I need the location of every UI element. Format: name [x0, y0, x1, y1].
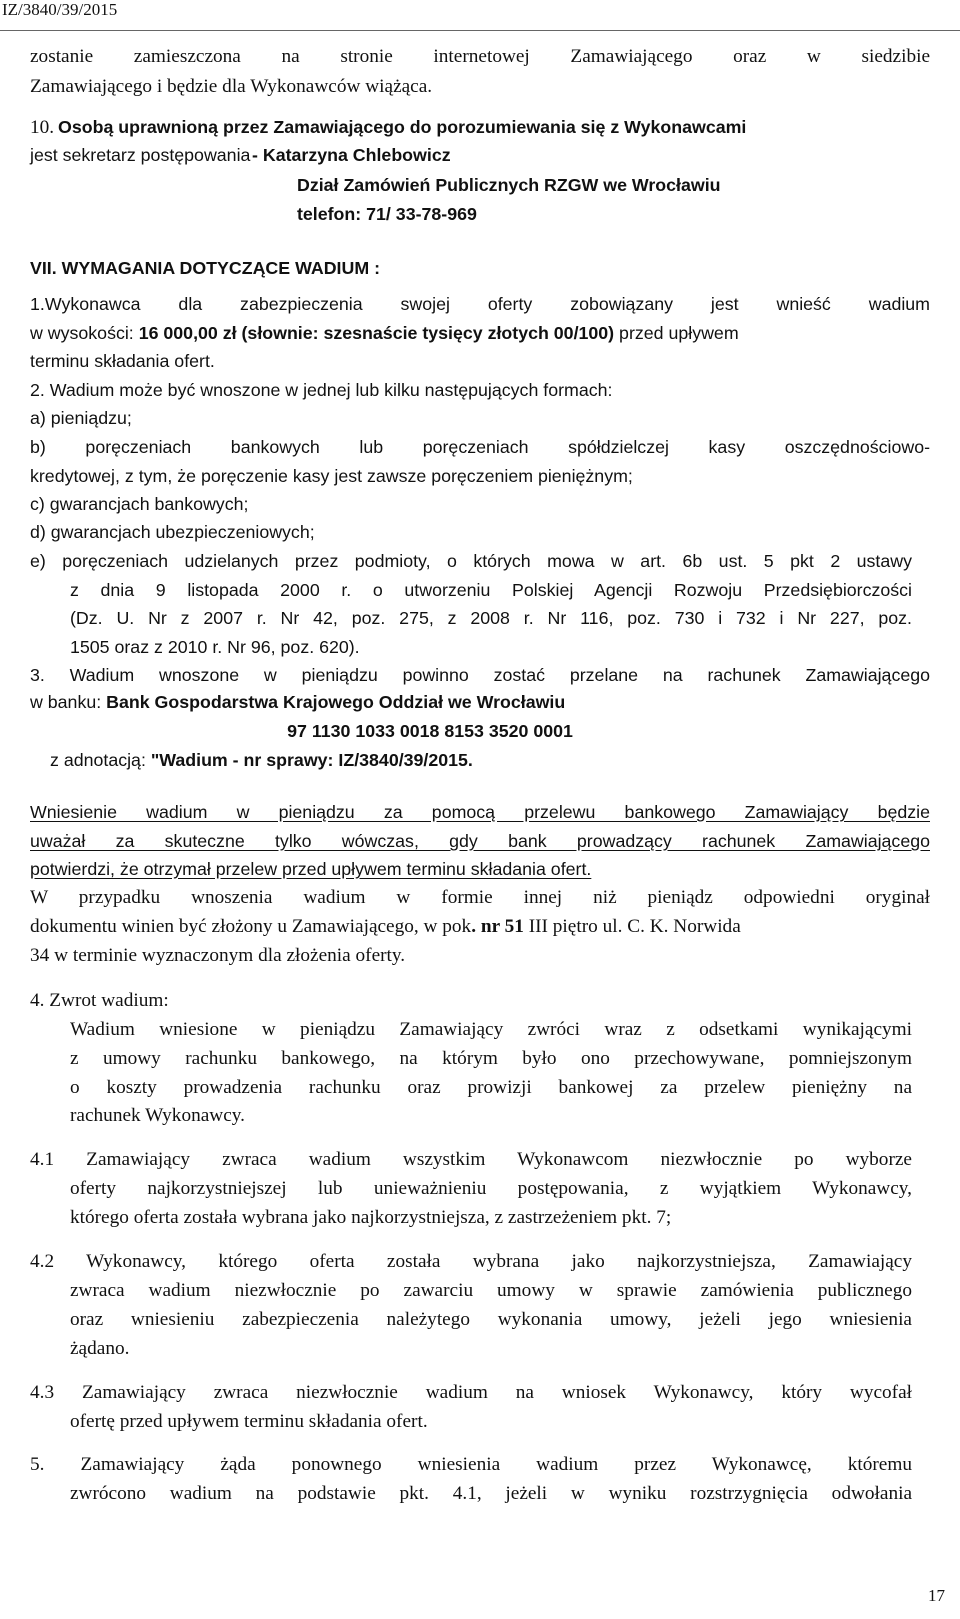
section-10-number: 10.	[30, 117, 55, 138]
text-line: zostanie zamieszczona na stronie internetowej Zamawiającego oraz w siedzibie	[30, 46, 930, 67]
list-item-cont: kredytowej, z tym, że poręczenie kasy jest zawsze poręczeniem pieniężnym;	[30, 466, 633, 486]
list-item: a) pieniądzu;	[30, 408, 132, 428]
text-line: Wniesienie wadium w pieniądzu za pomocą przelewu bankowego Zamawiający będzie	[30, 802, 930, 822]
text-line: terminu składania ofert.	[30, 351, 215, 371]
text-line: z adnotacją: "Wadium - nr sprawy: IZ/3840/39/2015.	[50, 750, 473, 770]
list-item: d) gwarancjach ubezpieczeniowych;	[30, 522, 315, 542]
section-heading: VII. WYMAGANIA DOTYCZĄCE WADIUM :	[30, 258, 381, 278]
list-item-cont: (Dz. U. Nr z 2007 r. Nr 42, poz. 275, z 2008 r. Nr 116, poz. 730 i 732 i Nr 227, poz.	[70, 608, 912, 628]
section-heading: 4. Zwrot wadium:	[30, 990, 169, 1011]
text-line: 2. Wadium może być wnoszone w jednej lub kilku następujących formach:	[30, 380, 613, 400]
list-item: e) poręczeniach udzielanych przez podmioty, o których mowa w art. 6b ust. 5 pkt 2 ustawy	[30, 551, 912, 571]
text-line: uważał za skuteczne tylko wówczas, gdy bank prowadzący rachunek Zamawiającego	[30, 831, 930, 851]
text-line: żądano.	[70, 1338, 130, 1359]
document-reference: IZ/3840/39/2015	[2, 0, 118, 19]
text-line: potwierdzi, że otrzymał przelew przed upływem terminu składania ofert.	[30, 859, 592, 879]
contact-phone: telefon: 71/ 33-78-969	[297, 204, 477, 224]
text-line: rachunek Wykonawcy.	[70, 1105, 245, 1126]
text-line: w banku: Bank Gospodarstwa Krajowego Oddział we Wrocławiu	[30, 692, 566, 712]
text-line: z umowy rachunku bankowego, na którym było ono przechowywane, pomniejszonym	[70, 1048, 912, 1069]
text-line: oferty najkorzystniejszej lub unieważnieniu postępowania, z wyjątkiem Wykonawcy,	[70, 1178, 912, 1199]
text-line: 34 w terminie wyznaczonym dla złożenia oferty.	[30, 945, 406, 966]
bank-account-number: 97 1130 1033 0018 8153 3520 0001	[287, 721, 573, 741]
list-item: c) gwarancjach bankowych;	[30, 494, 249, 514]
list-item-cont: z dnia 9 listopada 2000 r. o utworzeniu Polskiej Agencji Rozwoju Przedsiębiorczości	[70, 580, 912, 600]
wadium-amount: 16 000,00 zł (słownie: szesnaście tysięcy złotych 00/100)	[138, 323, 615, 343]
text-line: 3. Wadium wnoszone w pieniądzu powinno zostać przelane na rachunek Zamawiającego	[30, 665, 930, 685]
text-line: dokumentu winien być złożony u Zamawiającego, w pok. nr 51 III piętro ul. C. K. Norwida	[30, 916, 741, 937]
text-line: jest sekretarz postępowania	[30, 145, 251, 165]
text-line: ofertę przed upływem terminu składania ofert.	[70, 1411, 428, 1432]
text-line: zwraca wadium niezwłocznie po zawarciu umowy w sprawie zamówienia publicznego	[70, 1280, 912, 1301]
text-line: zwrócono wadium na podstawie pkt. 4.1, jeżeli w wyniku rozstrzygnięcia odwołania	[70, 1483, 912, 1504]
contact-department: Dział Zamówień Publicznych RZGW we Wrocławiu	[297, 175, 721, 195]
text-line: 4.2 Wykonawcy, którego oferta została wybrana jako najkorzystniejsza, Zamawiający	[30, 1251, 912, 1272]
contact-name: - Katarzyna Chlebowicz	[252, 145, 451, 165]
header-divider	[0, 30, 960, 31]
text-line: 1.Wykonawca dla zabezpieczenia swojej oferty zobowiązany jest wnieść wadium	[30, 294, 930, 314]
list-item-cont: 1505 oraz z 2010 r. Nr 96, poz. 620).	[70, 637, 360, 657]
text-line: którego oferta została wybrana jako najkorzystniejsza, z zastrzeżeniem pkt. 7;	[70, 1207, 672, 1228]
text-line: Wadium wniesione w pieniądzu Zamawiający zwróci wraz z odsetkami wynikającymi	[70, 1019, 912, 1040]
bank-name: Bank Gospodarstwa Krajowego Oddział we Wrocławiu	[106, 692, 566, 712]
text-line: o koszty prowadzenia rachunku oraz prowizji bankowej za przelew pieniężny na	[70, 1077, 912, 1098]
text-line: W przypadku wnoszenia wadium w formie innej niż pieniądz odpowiedni oryginał	[30, 887, 930, 908]
text-line: 4.1 Zamawiający zwraca wadium wszystkim Wykonawcom niezwłocznie po wyborze	[30, 1149, 912, 1170]
text-line: Osobą uprawnioną przez Zamawiającego do porozumiewania się z Wykonawcami	[58, 117, 747, 137]
list-item: b) poręczeniach bankowych lub poręczeniach spółdzielczej kasy oszczędnościowo-	[30, 437, 930, 457]
text-line: Zamawiającego i będzie dla Wykonawców wiążąca.	[30, 76, 433, 97]
text-line: w wysokości: 16 000,00 zł (słownie: szesnaście tysięcy złotych 00/100) przed upływem	[30, 323, 739, 343]
text-line: oraz wniesieniu zabezpieczenia należytego wykonania umowy, jeżeli jego wniesienia	[70, 1309, 912, 1330]
page-number: 17	[928, 1586, 945, 1605]
text-line: 4.3 Zamawiający zwraca niezwłocznie wadium na wniosek Wykonawcy, który wycofał	[30, 1382, 912, 1403]
text-line: 5. Zamawiający żąda ponownego wniesienia wadium przez Wykonawcę, któremu	[30, 1454, 912, 1475]
transfer-note: "Wadium - nr sprawy: IZ/3840/39/2015.	[150, 750, 473, 770]
